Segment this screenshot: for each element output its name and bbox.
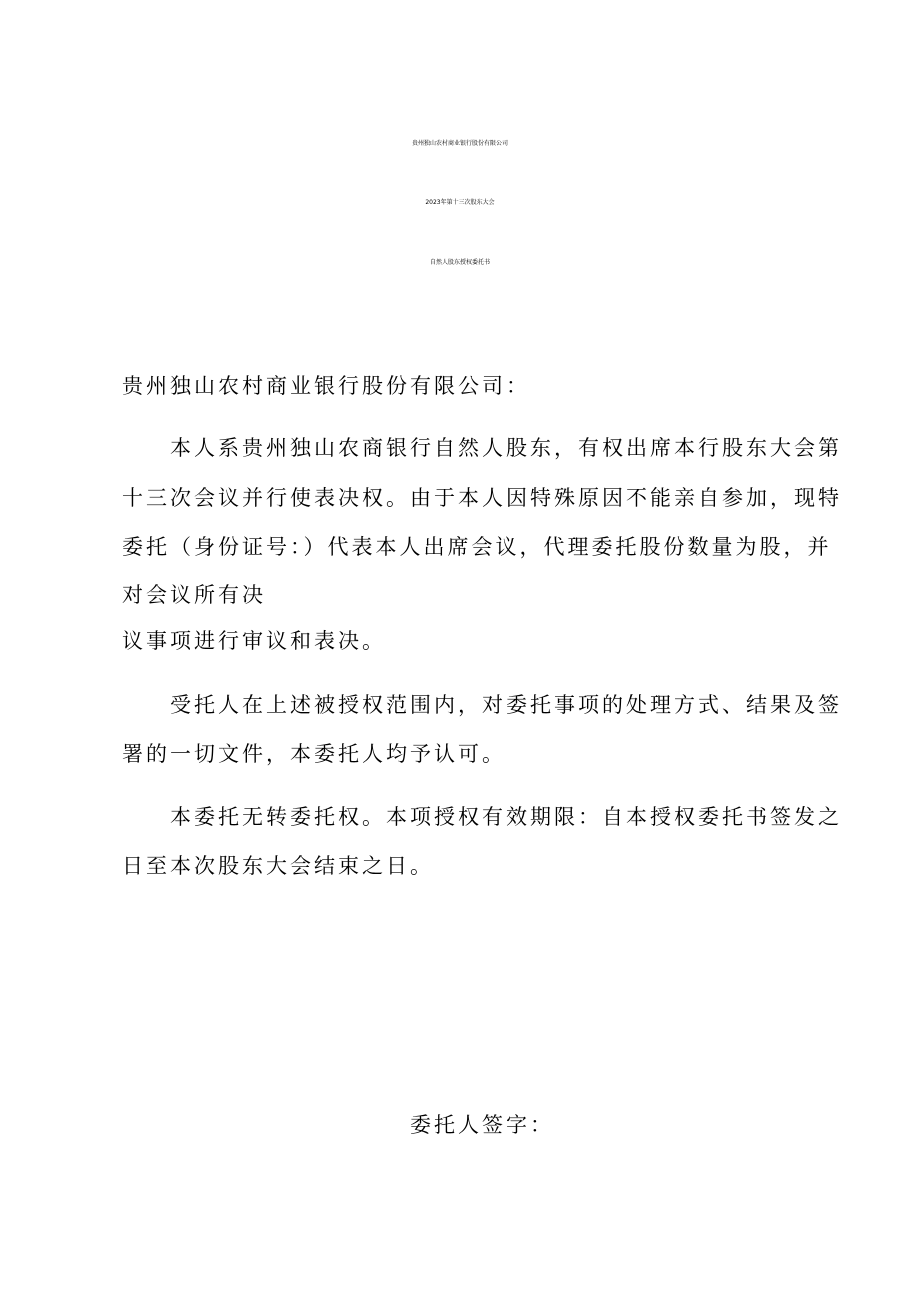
paragraph-line: 本人系贵州独山农商银行自然人股东，有权出席本行股东大会第	[170, 436, 842, 460]
paragraph-line: 委托（身份证号：）代表本人出席会议，代理委托股份数量为股，并	[122, 535, 832, 559]
paragraph-line: 本委托无转委托权。本项授权有效期限：自本授权委托书签发之	[170, 805, 842, 829]
document-title-company: 贵州独山农村商业银行股份有限公司	[411, 140, 508, 147]
document-title-meeting: 2023年第十三次股东大会	[425, 199, 495, 206]
paragraph-line: 对会议所有决	[122, 583, 266, 607]
paragraph-line: 署的一切文件，本委托人均予认可。	[122, 742, 506, 766]
paragraph-line: 议事项进行审议和表决。	[122, 629, 386, 653]
paragraph-line: 日至本次股东大会结束之日。	[122, 854, 434, 878]
document-title-form: 自然人股东授权委托书	[429, 259, 490, 266]
paragraph-line: 受托人在上述被授权范围内，对委托事项的处理方式、结果及签	[170, 693, 842, 717]
signature-label: 委托人签字：	[410, 1113, 554, 1137]
addressee: 贵州独山农村商业银行股份有限公司：	[122, 374, 530, 398]
paragraph-line: 十三次会议并行使表决权。由于本人因特殊原因不能亲自参加，现特	[122, 486, 842, 510]
